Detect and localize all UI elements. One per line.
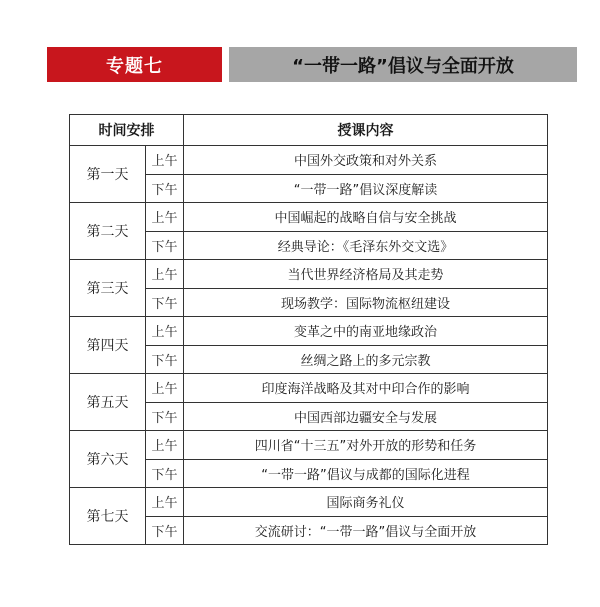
slot-cell: 下午 (146, 345, 184, 374)
slot-cell: 上午 (146, 317, 184, 346)
table-row (70, 146, 548, 175)
header-row (70, 115, 548, 146)
table-row (70, 488, 548, 517)
content-cell: 四川省“十三五”对外开放的形势和任务 (184, 431, 548, 460)
topic-tag (47, 47, 222, 82)
topic-title-label: “一带一路”倡议与全面开放 (292, 55, 514, 77)
topic-title (229, 47, 577, 82)
content-cell: “一带一路”倡议深度解读 (184, 174, 548, 203)
slot-cell: 下午 (146, 459, 184, 488)
table-row (70, 374, 548, 403)
slot-cell: 下午 (146, 231, 184, 260)
day-cell: 第五天 (70, 374, 146, 431)
content-cell: 交流研讨：“一带一路”倡议与全面开放 (184, 516, 548, 545)
header-time: 时间安排 (70, 115, 184, 146)
day-cell: 第四天 (70, 317, 146, 374)
header-content: 授课内容 (184, 115, 548, 146)
content-cell: 经典导论：《毛泽东外交文选》 (184, 231, 548, 260)
content-cell: 丝绸之路上的多元宗教 (184, 345, 548, 374)
table-row (70, 203, 548, 232)
slot-cell: 下午 (146, 174, 184, 203)
schedule-table (69, 114, 548, 545)
day-cell: 第三天 (70, 260, 146, 317)
content-cell: 中国西部边疆安全与发展 (184, 402, 548, 431)
content-cell: 国际商务礼仪 (184, 488, 548, 517)
content-cell: “一带一路”倡议与成都的国际化进程 (184, 459, 548, 488)
slot-cell: 上午 (146, 374, 184, 403)
slot-cell: 下午 (146, 516, 184, 545)
slot-cell: 下午 (146, 288, 184, 317)
table-row (70, 317, 548, 346)
day-cell: 第七天 (70, 488, 146, 545)
slot-cell: 上午 (146, 146, 184, 175)
table-row (70, 431, 548, 460)
content-cell: 变革之中的南亚地缘政治 (184, 317, 548, 346)
slot-cell: 下午 (146, 402, 184, 431)
table-row (70, 260, 548, 289)
slot-cell: 上午 (146, 488, 184, 517)
topic-tag-label: 专题七 (106, 55, 163, 77)
content-cell: 中国外交政策和对外关系 (184, 146, 548, 175)
content-cell: 现场教学：国际物流枢纽建设 (184, 288, 548, 317)
day-cell: 第二天 (70, 203, 146, 260)
day-cell: 第六天 (70, 431, 146, 488)
slot-cell: 上午 (146, 260, 184, 289)
slot-cell: 上午 (146, 431, 184, 460)
content-cell: 印度海洋战略及其对中印合作的影响 (184, 374, 548, 403)
slot-cell: 上午 (146, 203, 184, 232)
content-cell: 中国崛起的战略自信与安全挑战 (184, 203, 548, 232)
content-cell: 当代世界经济格局及其走势 (184, 260, 548, 289)
day-cell: 第一天 (70, 146, 146, 203)
